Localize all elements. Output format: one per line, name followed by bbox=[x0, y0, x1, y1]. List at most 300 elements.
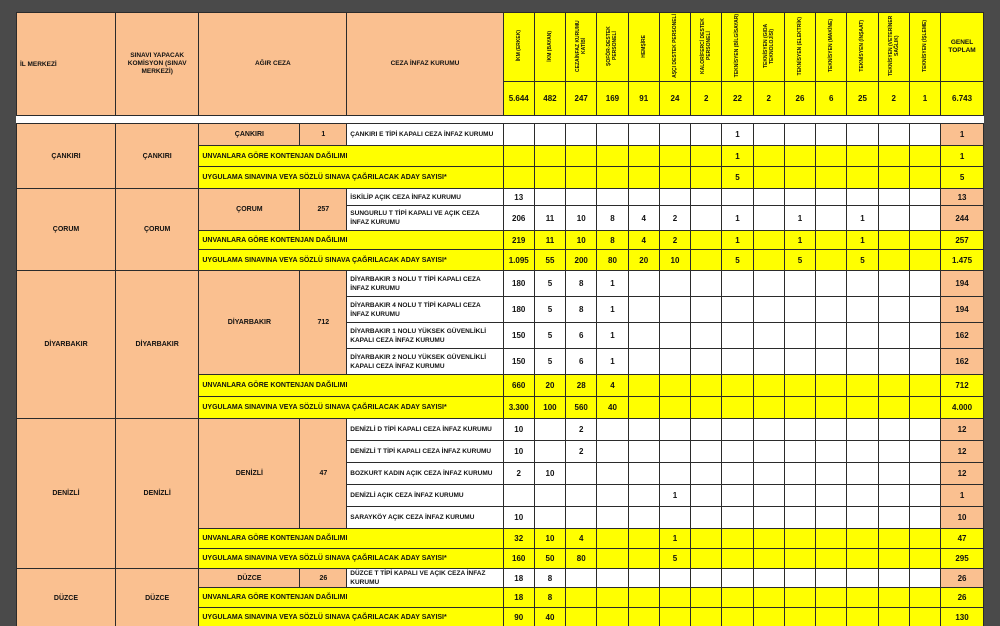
aday-value-cell: 5 bbox=[659, 549, 690, 569]
header-total-cell: 5.644 bbox=[503, 82, 534, 116]
value-cell bbox=[847, 323, 878, 349]
agir-ceza-count-cell: 47 bbox=[300, 419, 347, 529]
kontenjan-value-cell: 8 bbox=[597, 231, 628, 250]
header-position bbox=[534, 13, 565, 82]
kontenjan-value-cell bbox=[878, 231, 909, 250]
aday-value-cell bbox=[816, 549, 847, 569]
value-cell bbox=[597, 124, 628, 146]
value-cell: 10 bbox=[503, 419, 534, 441]
value-cell: 5 bbox=[534, 323, 565, 349]
institution-name-cell: DİYARBAKIR 3 NOLU T TİPİ KAPALI CEZA İNFAZ KURUMU bbox=[347, 271, 503, 297]
kontenjan-value-cell: 1 bbox=[847, 231, 878, 250]
header-position-label: AŞÇI DESTEK PERSONELİ bbox=[671, 14, 678, 78]
aday-value-cell bbox=[753, 250, 784, 271]
value-cell bbox=[909, 463, 940, 485]
komisyon-cell: DENİZLİ bbox=[115, 419, 198, 569]
value-cell: 5 bbox=[534, 349, 565, 375]
institution-row bbox=[17, 569, 984, 588]
aday-value-cell bbox=[909, 549, 940, 569]
value-cell: 6 bbox=[566, 349, 597, 375]
value-cell bbox=[784, 271, 815, 297]
value-cell bbox=[753, 441, 784, 463]
header-position-label: İKM (ERKEK) bbox=[515, 30, 522, 62]
value-cell bbox=[878, 419, 909, 441]
value-cell bbox=[753, 271, 784, 297]
header-total-cell: 2 bbox=[753, 82, 784, 116]
row-total-cell: 162 bbox=[941, 349, 984, 375]
value-cell bbox=[784, 441, 815, 463]
value-cell bbox=[753, 507, 784, 529]
aday-value-cell: 5 bbox=[847, 250, 878, 271]
agir-ceza-count-cell: 712 bbox=[300, 271, 347, 375]
aday-value-cell bbox=[566, 167, 597, 189]
aday-label: UYGULAMA SINAVINA VEYA SÖZLÜ SINAVA ÇAĞRILACAK ADAY SAYISI* bbox=[199, 250, 503, 271]
value-cell bbox=[909, 419, 940, 441]
aday-value-cell bbox=[597, 608, 628, 626]
value-cell bbox=[597, 485, 628, 507]
aday-value-cell bbox=[691, 167, 722, 189]
value-cell bbox=[628, 297, 659, 323]
institution-name-cell: DENİZLİ AÇIK CEZA İNFAZ KURUMU bbox=[347, 485, 503, 507]
kontenjan-value-cell: 4 bbox=[597, 375, 628, 397]
value-cell bbox=[597, 569, 628, 588]
value-cell: 8 bbox=[566, 297, 597, 323]
aday-value-cell bbox=[628, 549, 659, 569]
kontenjan-value-cell bbox=[722, 588, 753, 608]
kontenjan-label: UNVANLARA GÖRE KONTENJAN DAĞILIMI bbox=[199, 146, 503, 167]
header-position-label: KALORİFERCİ DESTEK PERSONELİ bbox=[700, 18, 713, 74]
value-cell bbox=[566, 463, 597, 485]
header-position-label: CEZAİNFAZ KURUMU KATİBİ bbox=[575, 20, 588, 72]
agir-ceza-cell: ÇORUM bbox=[199, 189, 300, 231]
value-cell bbox=[722, 323, 753, 349]
aday-value-cell bbox=[722, 608, 753, 626]
row-total-cell: 1 bbox=[941, 124, 984, 146]
header-total-cell: 2 bbox=[878, 82, 909, 116]
value-cell bbox=[753, 485, 784, 507]
kontenjan-value-cell bbox=[722, 529, 753, 549]
value-cell bbox=[722, 485, 753, 507]
value-cell bbox=[909, 485, 940, 507]
value-cell bbox=[753, 419, 784, 441]
value-cell bbox=[909, 297, 940, 323]
kontenjan-label: UNVANLARA GÖRE KONTENJAN DAĞILIMI bbox=[199, 375, 503, 397]
kontenjan-value-cell bbox=[816, 146, 847, 167]
aday-value-cell bbox=[691, 608, 722, 626]
header-position-label: TEKNİSYEN (VETERİNER SAĞLIK) bbox=[887, 15, 900, 77]
value-cell: 1 bbox=[784, 206, 815, 231]
row-total-cell: 12 bbox=[941, 463, 984, 485]
aday-value-cell bbox=[753, 397, 784, 419]
kontenjan-value-cell: 660 bbox=[503, 375, 534, 397]
kontenjan-value-cell bbox=[753, 231, 784, 250]
header-position bbox=[628, 13, 659, 82]
value-cell bbox=[534, 485, 565, 507]
aday-value-cell bbox=[878, 608, 909, 626]
value-cell bbox=[691, 441, 722, 463]
value-cell bbox=[628, 271, 659, 297]
value-cell bbox=[878, 271, 909, 297]
aday-value-cell: 160 bbox=[503, 549, 534, 569]
value-cell bbox=[628, 441, 659, 463]
header-total-cell: 247 bbox=[566, 82, 597, 116]
kontenjan-value-cell bbox=[816, 588, 847, 608]
kontenjan-value-cell bbox=[753, 588, 784, 608]
kontenjan-value-cell: 4 bbox=[628, 231, 659, 250]
header-position-label: TEKNİSYEN (ELEKTRİK) bbox=[796, 16, 803, 76]
value-cell: 8 bbox=[534, 569, 565, 588]
aday-value-cell bbox=[503, 167, 534, 189]
value-cell bbox=[503, 485, 534, 507]
aday-value-cell bbox=[753, 549, 784, 569]
kontenjan-value-cell bbox=[909, 529, 940, 549]
row-total-cell: 162 bbox=[941, 323, 984, 349]
aday-value-cell: 5 bbox=[722, 250, 753, 271]
header-position-label: ŞOFÖR-DESTEK PERSONELİ bbox=[606, 26, 619, 66]
value-cell bbox=[659, 569, 690, 588]
value-cell bbox=[878, 189, 909, 206]
value-cell bbox=[534, 441, 565, 463]
aday-value-cell bbox=[597, 549, 628, 569]
header-position bbox=[784, 13, 815, 82]
aday-value-cell bbox=[691, 250, 722, 271]
spreadsheet-page bbox=[16, 12, 984, 626]
institution-name-cell: DENİZLİ T TİPİ KAPALI CEZA İNFAZ KURUMU bbox=[347, 441, 503, 463]
value-cell bbox=[722, 569, 753, 588]
value-cell bbox=[753, 349, 784, 375]
kontenjan-value-cell: 20 bbox=[534, 375, 565, 397]
value-cell bbox=[628, 569, 659, 588]
institution-row bbox=[17, 271, 984, 297]
value-cell: 1 bbox=[597, 323, 628, 349]
aday-value-cell bbox=[753, 608, 784, 626]
value-cell bbox=[847, 349, 878, 375]
il-merkezi-cell: DİYARBAKIR bbox=[17, 271, 116, 419]
il-merkezi-cell: ÇANKIRI bbox=[17, 124, 116, 189]
aday-value-cell: 3.300 bbox=[503, 397, 534, 419]
value-cell bbox=[816, 507, 847, 529]
header-position bbox=[816, 13, 847, 82]
row-total-cell: 13 bbox=[941, 189, 984, 206]
aday-value-cell bbox=[784, 608, 815, 626]
institution-name-cell: DENİZLİ D TİPİ KAPALI CEZA İNFAZ KURUMU bbox=[347, 419, 503, 441]
aday-value-cell bbox=[909, 608, 940, 626]
kontenjan-value-cell: 1 bbox=[722, 146, 753, 167]
value-cell: 2 bbox=[503, 463, 534, 485]
aday-value-cell bbox=[566, 608, 597, 626]
value-cell bbox=[566, 189, 597, 206]
komisyon-cell: DÜZCE bbox=[115, 569, 198, 626]
aday-value-cell bbox=[878, 167, 909, 189]
kontenjan-value-cell bbox=[878, 588, 909, 608]
agir-ceza-cell: DÜZCE bbox=[199, 569, 300, 588]
value-cell bbox=[691, 507, 722, 529]
aday-value-cell bbox=[784, 397, 815, 419]
aday-value-cell bbox=[878, 250, 909, 271]
header-position bbox=[722, 13, 753, 82]
value-cell bbox=[753, 124, 784, 146]
header-position-label: TEKNİSYEN (İNŞAAT) bbox=[859, 20, 866, 72]
value-cell bbox=[659, 189, 690, 206]
value-cell bbox=[847, 507, 878, 529]
aday-value-cell: 100 bbox=[534, 397, 565, 419]
aday-value-cell: 90 bbox=[503, 608, 534, 626]
kontenjan-value-cell bbox=[566, 146, 597, 167]
header-total-cell: 2 bbox=[691, 82, 722, 116]
value-cell bbox=[816, 124, 847, 146]
kontenjan-value-cell bbox=[878, 529, 909, 549]
kontenjan-value-cell bbox=[909, 375, 940, 397]
institution-name-cell: DİYARBAKIR 1 NOLU YÜKSEK GÜVENLİKLİ KAPALI CEZA İNFAZ KURUMU bbox=[347, 323, 503, 349]
header-grand-total: 6.743 bbox=[941, 82, 984, 116]
header-position bbox=[659, 13, 690, 82]
komisyon-cell: ÇORUM bbox=[115, 189, 198, 271]
value-cell bbox=[628, 189, 659, 206]
value-cell bbox=[878, 323, 909, 349]
kontenjan-value-cell bbox=[847, 146, 878, 167]
value-cell bbox=[753, 569, 784, 588]
value-cell bbox=[878, 485, 909, 507]
row-total-cell: 1 bbox=[941, 485, 984, 507]
value-cell bbox=[628, 124, 659, 146]
kontenjan-value-cell bbox=[816, 529, 847, 549]
kontenjan-value-cell bbox=[597, 588, 628, 608]
value-cell bbox=[878, 297, 909, 323]
aday-value-cell bbox=[753, 167, 784, 189]
value-cell bbox=[659, 441, 690, 463]
value-cell: 1 bbox=[597, 349, 628, 375]
value-cell bbox=[816, 323, 847, 349]
kontenjan-label: UNVANLARA GÖRE KONTENJAN DAĞILIMI bbox=[199, 588, 503, 608]
kontenjan-value-cell bbox=[597, 529, 628, 549]
row-total-cell: 194 bbox=[941, 271, 984, 297]
value-cell bbox=[909, 441, 940, 463]
aday-label: UYGULAMA SINAVINA VEYA SÖZLÜ SINAVA ÇAĞRILACAK ADAY SAYISI* bbox=[199, 167, 503, 189]
kontenjan-value-cell bbox=[628, 529, 659, 549]
value-cell bbox=[534, 124, 565, 146]
aday-total-cell: 295 bbox=[941, 549, 984, 569]
value-cell bbox=[659, 463, 690, 485]
value-cell bbox=[722, 441, 753, 463]
value-cell bbox=[722, 189, 753, 206]
value-cell bbox=[847, 419, 878, 441]
aday-value-cell bbox=[847, 397, 878, 419]
value-cell bbox=[816, 569, 847, 588]
aday-total-cell: 130 bbox=[941, 608, 984, 626]
header-position bbox=[597, 13, 628, 82]
value-cell bbox=[659, 297, 690, 323]
agir-ceza-cell: ÇANKIRI bbox=[199, 124, 300, 146]
kontenjan-value-cell bbox=[628, 146, 659, 167]
aday-total-cell: 5 bbox=[941, 167, 984, 189]
value-cell bbox=[691, 419, 722, 441]
value-cell bbox=[816, 463, 847, 485]
value-cell bbox=[691, 189, 722, 206]
value-cell bbox=[753, 206, 784, 231]
kontenjan-value-cell bbox=[909, 588, 940, 608]
kontenjan-value-cell bbox=[566, 588, 597, 608]
value-cell bbox=[722, 349, 753, 375]
kontenjan-value-cell bbox=[597, 146, 628, 167]
aday-value-cell bbox=[816, 250, 847, 271]
header-position-label: TEKNİSYEN (İŞLEME) bbox=[921, 20, 928, 72]
value-cell bbox=[816, 271, 847, 297]
value-cell: 8 bbox=[597, 206, 628, 231]
aday-total-cell: 4.000 bbox=[941, 397, 984, 419]
value-cell bbox=[628, 485, 659, 507]
aday-value-cell bbox=[816, 167, 847, 189]
value-cell bbox=[691, 124, 722, 146]
header-total-cell: 24 bbox=[659, 82, 690, 116]
kontenjan-value-cell bbox=[691, 588, 722, 608]
header-position-label: TEKNİSYEN (GIDA TEKNOLOJİSİ) bbox=[762, 23, 775, 69]
value-cell bbox=[597, 507, 628, 529]
value-cell bbox=[659, 349, 690, 375]
aday-value-cell bbox=[816, 608, 847, 626]
header-total-cell: 482 bbox=[534, 82, 565, 116]
row-total-cell: 10 bbox=[941, 507, 984, 529]
aday-value-cell: 80 bbox=[566, 549, 597, 569]
kontenjan-value-cell bbox=[878, 146, 909, 167]
value-cell bbox=[691, 323, 722, 349]
institution-name-cell: DİYARBAKIR 2 NOLU YÜKSEK GÜVENLİKLİ KAPALI CEZA İNFAZ KURUMU bbox=[347, 349, 503, 375]
aday-value-cell: 10 bbox=[659, 250, 690, 271]
agir-ceza-count-cell: 1 bbox=[300, 124, 347, 146]
header-total-cell: 1 bbox=[909, 82, 940, 116]
value-cell bbox=[784, 507, 815, 529]
kontenjan-value-cell bbox=[878, 375, 909, 397]
aday-value-cell: 50 bbox=[534, 549, 565, 569]
aday-value-cell: 40 bbox=[534, 608, 565, 626]
agir-ceza-count-cell: 26 bbox=[300, 569, 347, 588]
header-position bbox=[878, 13, 909, 82]
header-total-cell: 25 bbox=[847, 82, 878, 116]
value-cell bbox=[753, 463, 784, 485]
komisyon-cell: ÇANKIRI bbox=[115, 124, 198, 189]
row-total-cell: 244 bbox=[941, 206, 984, 231]
value-cell bbox=[691, 206, 722, 231]
row-total-cell: 194 bbox=[941, 297, 984, 323]
aday-total-cell: 1.475 bbox=[941, 250, 984, 271]
kontenjan-value-cell: 18 bbox=[503, 588, 534, 608]
value-cell bbox=[503, 124, 534, 146]
institution-row bbox=[17, 124, 984, 146]
value-cell bbox=[878, 507, 909, 529]
il-merkezi-cell: ÇORUM bbox=[17, 189, 116, 271]
value-cell bbox=[659, 271, 690, 297]
agir-ceza-count-cell: 257 bbox=[300, 189, 347, 231]
value-cell bbox=[691, 271, 722, 297]
value-cell bbox=[784, 323, 815, 349]
aday-value-cell: 55 bbox=[534, 250, 565, 271]
kontenjan-value-cell bbox=[784, 588, 815, 608]
value-cell: 18 bbox=[503, 569, 534, 588]
value-cell bbox=[628, 507, 659, 529]
institution-name-cell: BOZKURT KADIN AÇIK CEZA İNFAZ KURUMU bbox=[347, 463, 503, 485]
kontenjan-value-cell bbox=[753, 146, 784, 167]
value-cell: 1 bbox=[597, 271, 628, 297]
kontenjan-total-cell: 257 bbox=[941, 231, 984, 250]
value-cell bbox=[847, 189, 878, 206]
value-cell bbox=[659, 419, 690, 441]
institution-name-cell: İSKİLİP AÇIK CEZA İNFAZ KURUMU bbox=[347, 189, 503, 206]
value-cell: 10 bbox=[566, 206, 597, 231]
kontenjan-value-cell bbox=[659, 146, 690, 167]
value-cell bbox=[784, 189, 815, 206]
aday-value-cell bbox=[722, 549, 753, 569]
aday-value-cell bbox=[784, 549, 815, 569]
aday-value-cell bbox=[628, 608, 659, 626]
value-cell bbox=[753, 189, 784, 206]
header-total-cell: 6 bbox=[816, 82, 847, 116]
value-cell bbox=[566, 485, 597, 507]
value-cell bbox=[816, 206, 847, 231]
recruitment-table bbox=[16, 12, 984, 626]
kontenjan-value-cell bbox=[847, 588, 878, 608]
value-cell bbox=[909, 569, 940, 588]
value-cell bbox=[847, 297, 878, 323]
value-cell bbox=[847, 569, 878, 588]
kontenjan-value-cell bbox=[722, 375, 753, 397]
value-cell: 10 bbox=[534, 463, 565, 485]
aday-value-cell bbox=[659, 167, 690, 189]
value-cell bbox=[816, 485, 847, 507]
value-cell: 10 bbox=[503, 441, 534, 463]
kontenjan-value-cell: 10 bbox=[566, 231, 597, 250]
institution-name-cell: SUNGURLU T TİPİ KAPALI VE AÇIK CEZA İNFAZ KURUMU bbox=[347, 206, 503, 231]
kontenjan-value-cell bbox=[691, 375, 722, 397]
header-position-label: TEKNİSYEN (BİLGİSAYAR) bbox=[734, 14, 741, 78]
value-cell: 1 bbox=[847, 206, 878, 231]
header-position bbox=[566, 13, 597, 82]
kontenjan-value-cell bbox=[847, 375, 878, 397]
value-cell bbox=[878, 569, 909, 588]
value-cell: 1 bbox=[597, 297, 628, 323]
header-position-label: HEMŞİRE bbox=[640, 34, 647, 58]
kontenjan-value-cell bbox=[691, 529, 722, 549]
kontenjan-value-cell: 4 bbox=[566, 529, 597, 549]
value-cell bbox=[722, 297, 753, 323]
aday-value-cell bbox=[847, 167, 878, 189]
kontenjan-label: UNVANLARA GÖRE KONTENJAN DAĞILIMI bbox=[199, 231, 503, 250]
institution-name-cell: DİYARBAKIR 4 NOLU T TİPİ KAPALI CEZA İNFAZ KURUMU bbox=[347, 297, 503, 323]
value-cell bbox=[628, 419, 659, 441]
header-komisyon: SINAVI YAPACAK KOMİSYON (SINAV MERKEZİ) bbox=[115, 13, 198, 116]
value-cell bbox=[816, 349, 847, 375]
value-cell bbox=[722, 271, 753, 297]
institution-name-cell: ÇANKIRI E TİPİ KAPALI CEZA İNFAZ KURUMU bbox=[347, 124, 503, 146]
value-cell bbox=[847, 463, 878, 485]
agir-ceza-cell: DENİZLİ bbox=[199, 419, 300, 529]
kontenjan-value-cell: 10 bbox=[534, 529, 565, 549]
kontenjan-value-cell bbox=[784, 529, 815, 549]
value-cell: 4 bbox=[628, 206, 659, 231]
header-position bbox=[503, 13, 534, 82]
header-total-cell: 91 bbox=[628, 82, 659, 116]
value-cell: 1 bbox=[659, 485, 690, 507]
value-cell bbox=[628, 349, 659, 375]
value-cell: 2 bbox=[566, 419, 597, 441]
kontenjan-value-cell: 8 bbox=[534, 588, 565, 608]
aday-label: UYGULAMA SINAVINA VEYA SÖZLÜ SINAVA ÇAĞRILACAK ADAY SAYISI* bbox=[199, 397, 503, 419]
value-cell: 5 bbox=[534, 271, 565, 297]
header-position bbox=[753, 13, 784, 82]
il-merkezi-cell: DÜZCE bbox=[17, 569, 116, 626]
value-cell bbox=[816, 419, 847, 441]
kontenjan-value-cell: 28 bbox=[566, 375, 597, 397]
value-cell bbox=[909, 349, 940, 375]
aday-value-cell: 20 bbox=[628, 250, 659, 271]
